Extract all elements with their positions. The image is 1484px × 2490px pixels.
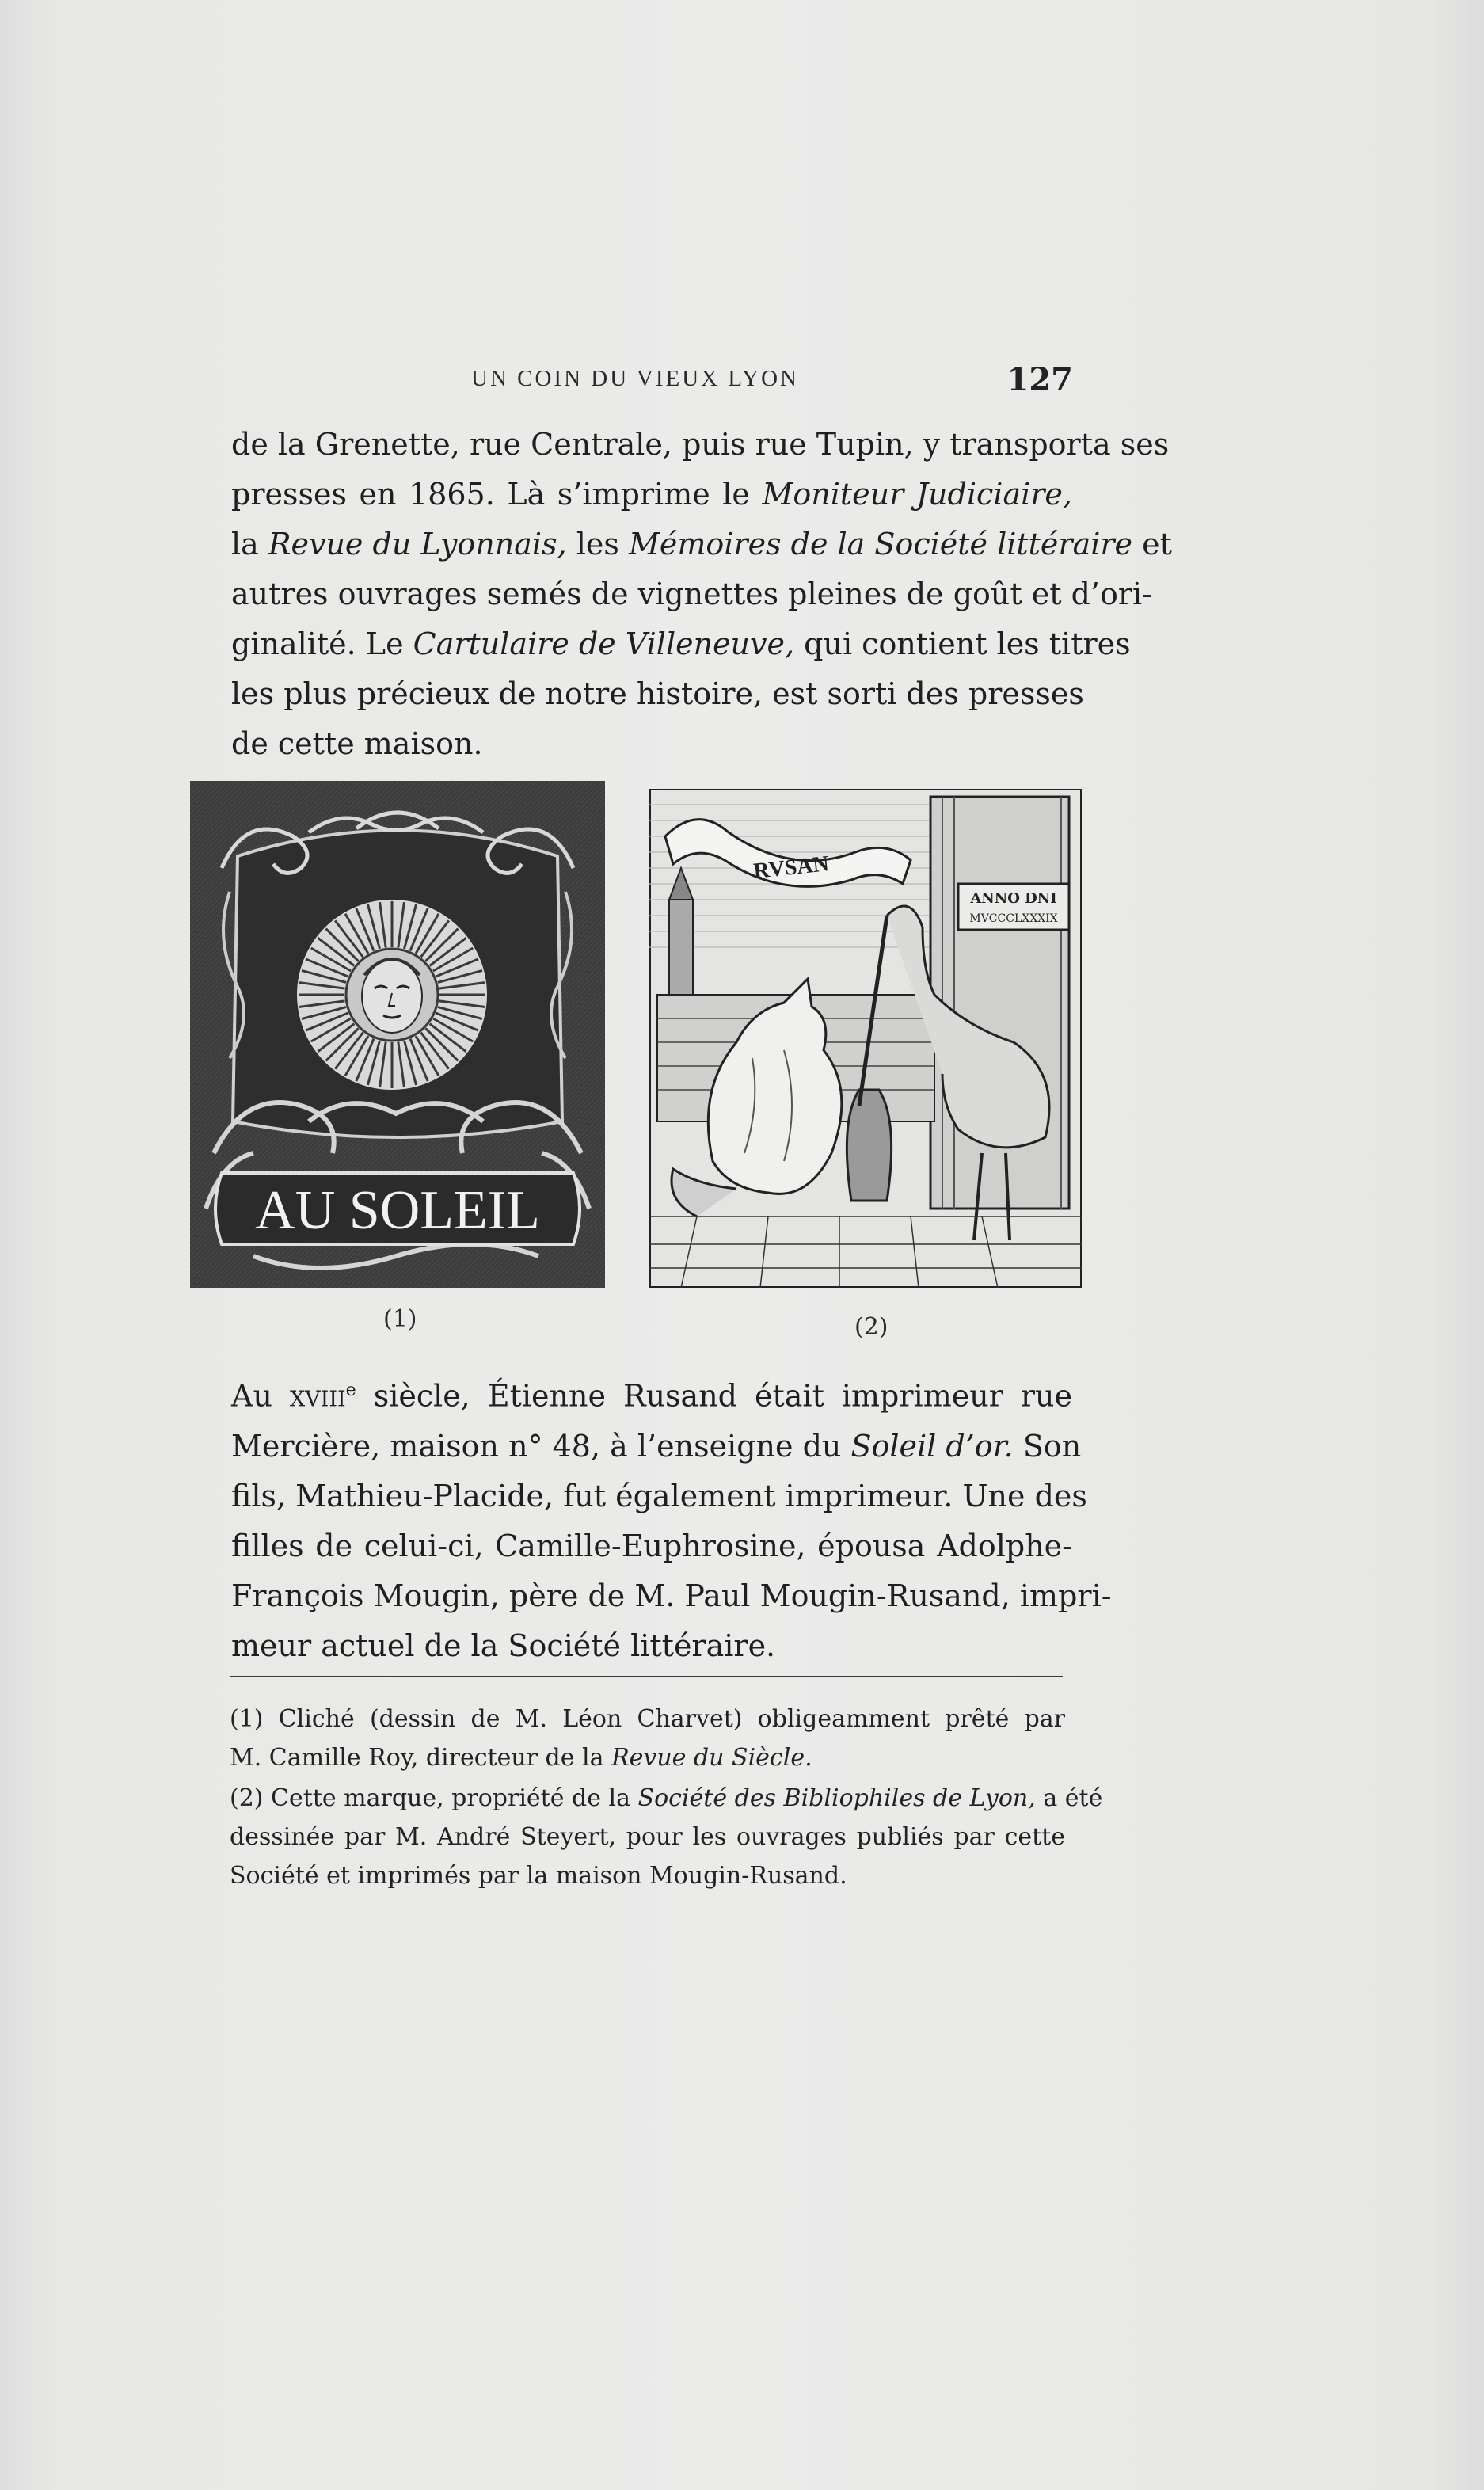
figure-2-label: (2) [854, 1313, 888, 1341]
para2-line-2 [231, 1422, 1082, 1472]
text-run: siècle, Étienne Rusand était imprimeur rue [356, 1378, 1073, 1414]
text-run: Son [1013, 1428, 1082, 1464]
text-run: les [566, 527, 629, 562]
paragraph-1 [231, 420, 1172, 769]
title-revue-du-siecle: Revue du Siècle. [611, 1744, 812, 1772]
text-run: Au [231, 1378, 290, 1414]
para1-line-2 [231, 470, 1072, 520]
page-number: 127 [1006, 361, 1073, 398]
para2-line-3: fils, Mathieu-Placide, fut également imprimeur. Une des [231, 1478, 1087, 1513]
footnote-2-line-3: Société et imprimés par la maison Mougin-Rusand. [230, 1862, 847, 1890]
sun-sign-illustration [190, 781, 605, 1288]
sign-text: AU SOLEIL [255, 1180, 540, 1241]
text-run: ginalité. Le [231, 626, 413, 661]
para2-line-5: François Mougin, père de M. Paul Mougin-Rusand, impri- [231, 1578, 1112, 1613]
century-numeral: xviii [289, 1378, 346, 1414]
text-run: M. Camille Roy, directeur de la [230, 1744, 612, 1772]
footnote-divider [230, 1676, 1063, 1677]
footnote-2 [230, 1779, 1103, 1895]
figure-au-soleil-sign [190, 781, 605, 1288]
sun-rays-icon [297, 900, 487, 1090]
paragraph-2 [231, 1365, 1112, 1671]
fox-and-stork-illustration [649, 789, 1082, 1288]
banner-text: RVSAN [752, 851, 831, 884]
footnote-2-line-1 [230, 1779, 1103, 1818]
vase-icon [847, 1090, 891, 1201]
footnote-1-line-2 [230, 1738, 1065, 1777]
text-run: et [1132, 527, 1172, 562]
title-societe-bibliophiles: Société des Bibliophiles de Lyon, [637, 1784, 1036, 1812]
text-run: qui contient les titres [794, 626, 1131, 661]
para1-line-4: autres ouvrages semés de vignettes pleines de goût et d’ori- [231, 577, 1153, 611]
superscript: e [345, 1380, 356, 1400]
para2-line-1 [231, 1365, 1072, 1422]
running-title: UN COIN DU VIEUX LYON [471, 366, 799, 391]
figure-printers-mark [649, 789, 1082, 1288]
title-revue-du-lyonnais: Revue du Lyonnais, [268, 527, 567, 562]
page-header [230, 361, 1073, 405]
footnote-2-line-2: dessinée par M. André Steyert, pour les ouvrages publiés par cette [230, 1823, 1065, 1851]
para1-line-1: de la Grenette, rue Centrale, puis rue Tupin, y transporta ses [231, 427, 1170, 462]
title-memoires: Mémoires de la Société littéraire [628, 527, 1133, 562]
title-soleil-dor: Soleil d’or. [850, 1428, 1014, 1464]
text-run: presses en 1865. Là s’imprime le [231, 477, 763, 512]
text-run: a été [1035, 1784, 1103, 1812]
figure-1-label: (1) [383, 1305, 417, 1333]
para2-line-6: meur actuel de la Société littéraire. [231, 1628, 776, 1663]
para1-line-3 [231, 520, 1172, 569]
inscription-line-1: ANNO DNI [970, 890, 1057, 907]
title-cartulaire: Cartulaire de Villeneuve, [413, 626, 795, 661]
inscription-line-2: MVCCCLXXXIX [969, 912, 1058, 925]
para1-line-6: les plus précieux de notre histoire, est sorti des presses [231, 676, 1084, 711]
text-run: Mercière, maison n° 48, à l’enseigne du [231, 1428, 851, 1464]
para1-line-7: de cette maison. [231, 726, 483, 761]
para2-line-4: filles de celui-ci, Camille-Euphrosine, épousa Adolphe- [231, 1528, 1072, 1563]
footnote-1 [230, 1700, 1065, 1777]
title-moniteur-judiciaire: Moniteur Judiciaire, [762, 477, 1072, 512]
para1-line-5 [231, 619, 1131, 669]
footnote-1-line-1: (1) Cliché (dessin de M. Léon Charvet) obligeamment prêté par [230, 1705, 1065, 1733]
text-run: la [231, 527, 268, 562]
text-run: (2) Cette marque, propriété de la [230, 1784, 638, 1812]
